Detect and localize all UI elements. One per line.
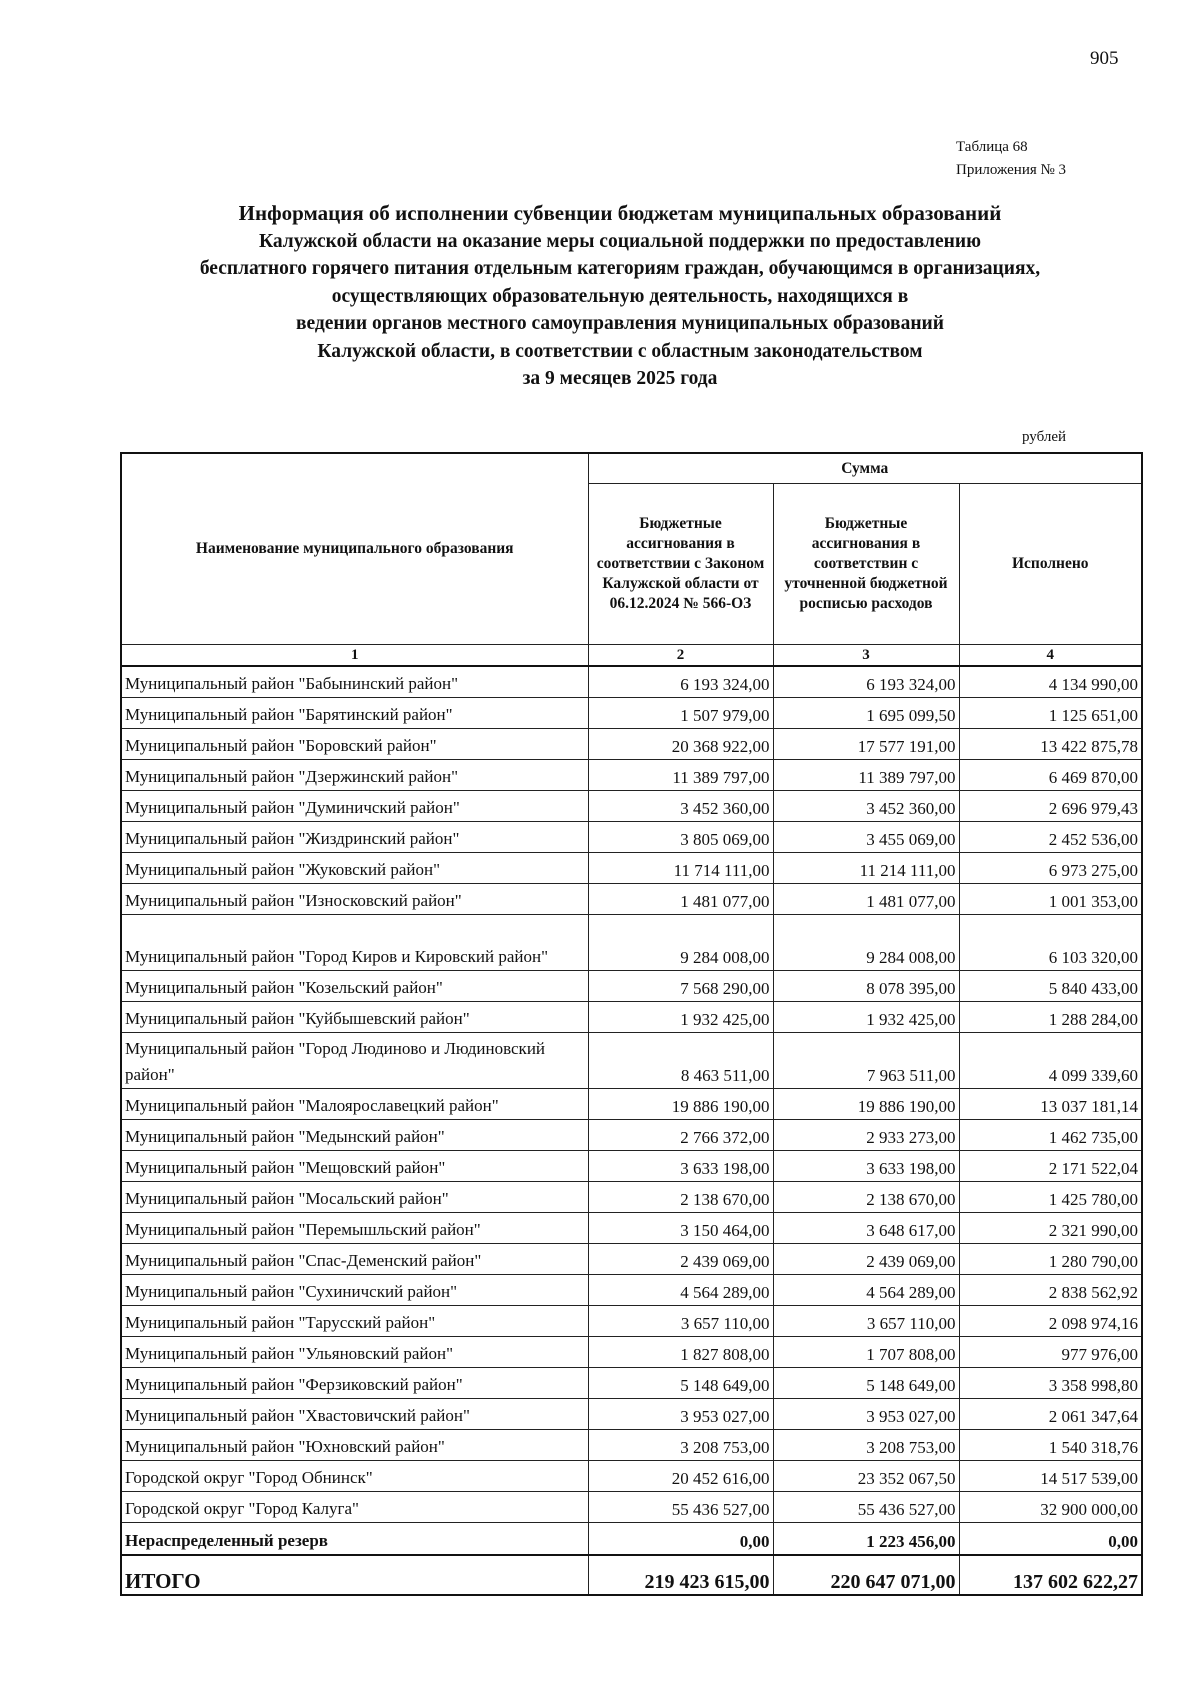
municipality-name: Муниципальный район "Козельский район": [121, 971, 588, 1002]
table-row: [121, 971, 1142, 1002]
refined-allocation: 1 932 425,00: [773, 1002, 959, 1033]
refined-allocation: 23 352 067,50: [773, 1461, 959, 1492]
title-line: за 9 месяцев 2025 года: [522, 368, 718, 389]
law-allocation: 5 148 649,00: [588, 1368, 773, 1399]
table-row: [121, 698, 1142, 729]
refined-allocation: 6 193 324,00: [773, 666, 959, 698]
table-row: [121, 1120, 1142, 1151]
total-executed: 137 602 622,27: [959, 1555, 1142, 1595]
document-title: [120, 200, 1120, 393]
title-line: осуществляющих образовательную деятельность, находящихся в: [331, 285, 909, 307]
law-allocation: 6 193 324,00: [588, 666, 773, 698]
municipality-name: Муниципальный район "Жуковский район": [121, 853, 588, 884]
law-allocation: 7 568 290,00: [588, 971, 773, 1002]
executed-amount: 6 469 870,00: [959, 760, 1142, 791]
header-refined-allocations: Бюджетные ассигнования в соответствин с уточненной бюджетной росписью расходов: [773, 484, 959, 645]
total-refined-allocation: 220 647 071,00: [773, 1555, 959, 1595]
page-number: 905: [1090, 48, 1119, 69]
law-allocation: 4 564 289,00: [588, 1275, 773, 1306]
law-allocation: 1 507 979,00: [588, 698, 773, 729]
table-body: [121, 666, 1142, 1523]
refined-allocation: 2 138 670,00: [773, 1182, 959, 1213]
executed-amount: 4 099 339,60: [959, 1033, 1142, 1089]
refined-allocation: 1 707 808,00: [773, 1337, 959, 1368]
municipality-name: Муниципальный район "Сухиничский район": [121, 1275, 588, 1306]
executed-amount: 14 517 539,00: [959, 1461, 1142, 1492]
law-allocation: 11 389 797,00: [588, 760, 773, 791]
executed-amount: 2 171 522,04: [959, 1151, 1142, 1182]
law-allocation: 3 633 198,00: [588, 1151, 773, 1182]
executed-amount: 13 422 875,78: [959, 729, 1142, 760]
column-number: 3: [773, 645, 959, 667]
municipality-name: Муниципальный район "Спас-Деменский район": [121, 1244, 588, 1275]
table-row: [121, 1182, 1142, 1213]
refined-allocation: 5 148 649,00: [773, 1368, 959, 1399]
table-row: [121, 1033, 1142, 1089]
table-reference-line: Таблица 68: [956, 139, 1028, 155]
law-allocation: 3 150 464,00: [588, 1213, 773, 1244]
executed-amount: 6 973 275,00: [959, 853, 1142, 884]
executed-amount: 32 900 000,00: [959, 1492, 1142, 1523]
header-law-allocations: Бюджетные ассигнования в соответствии с Законом Калужской области от 06.12.2024 № 566-ОЗ: [588, 484, 773, 645]
executed-amount: 2 098 974,16: [959, 1306, 1142, 1337]
title-line: Калужской области, в соответствии с областным законодательством: [317, 340, 923, 362]
column-number: 1: [121, 645, 588, 667]
municipality-name: Муниципальный район "Хвастовичский район": [121, 1399, 588, 1430]
law-allocation: 3 452 360,00: [588, 791, 773, 822]
header-name: Наименование муниципального образования: [121, 453, 588, 645]
refined-allocation: 19 886 190,00: [773, 1089, 959, 1120]
executed-amount: 1 125 651,00: [959, 698, 1142, 729]
table-reference: [956, 136, 1066, 182]
municipality-name: Муниципальный район "Юхновский район": [121, 1430, 588, 1461]
law-allocation: 3 953 027,00: [588, 1399, 773, 1430]
municipality-name: Муниципальный район "Мещовский район": [121, 1151, 588, 1182]
title-line: Калужской области на оказание меры социальной поддержки по предоставлению: [258, 230, 982, 252]
table-row: [121, 1430, 1142, 1461]
table-row: [121, 1306, 1142, 1337]
total-row: [121, 1555, 1142, 1595]
executed-amount: 13 037 181,14: [959, 1089, 1142, 1120]
table-row: [121, 1337, 1142, 1368]
column-number: 2: [588, 645, 773, 667]
subvention-table: [120, 452, 1143, 1596]
refined-allocation: 55 436 527,00: [773, 1492, 959, 1523]
law-allocation: 1 481 077,00: [588, 884, 773, 915]
title-line: ведении органов местного самоуправления муниципальных образований: [295, 313, 945, 334]
executed-amount: 1 280 790,00: [959, 1244, 1142, 1275]
executed-amount: 1 001 353,00: [959, 884, 1142, 915]
table-row: [121, 1399, 1142, 1430]
header-executed: Исполнено: [959, 484, 1142, 645]
law-allocation: 19 886 190,00: [588, 1089, 773, 1120]
refined-allocation: 17 577 191,00: [773, 729, 959, 760]
table-row: [121, 729, 1142, 760]
refined-allocation: 11 214 111,00: [773, 853, 959, 884]
law-allocation: 1 827 808,00: [588, 1337, 773, 1368]
municipality-name: Муниципальный район "Думиничский район": [121, 791, 588, 822]
executed-amount: 2 452 536,00: [959, 822, 1142, 853]
executed-amount: 2 061 347,64: [959, 1399, 1142, 1430]
column-number: 4: [959, 645, 1142, 667]
refined-allocation: 3 648 617,00: [773, 1213, 959, 1244]
municipality-name: Муниципальный район "Износковский район": [121, 884, 588, 915]
reserve-law-allocation: 0,00: [588, 1523, 773, 1556]
law-allocation: 20 368 922,00: [588, 729, 773, 760]
header-sum: Сумма: [588, 453, 1142, 484]
law-allocation: 55 436 527,00: [588, 1492, 773, 1523]
law-allocation: 8 463 511,00: [588, 1033, 773, 1089]
municipality-name: Муниципальный район "Ульяновский район": [121, 1337, 588, 1368]
municipality-name: Муниципальный район "Малоярославецкий район": [121, 1089, 588, 1120]
municipality-name: Муниципальный район "Бабынинский район": [121, 666, 588, 698]
table-row: [121, 1089, 1142, 1120]
executed-amount: 1 540 318,76: [959, 1430, 1142, 1461]
table-row: [121, 1368, 1142, 1399]
executed-amount: 4 134 990,00: [959, 666, 1142, 698]
refined-allocation: 3 452 360,00: [773, 791, 959, 822]
table-row: [121, 884, 1142, 915]
municipality-name: Муниципальный район "Перемышльский район": [121, 1213, 588, 1244]
title-line: Информация об исполнении субвенции бюджетам муниципальных образований: [238, 201, 1002, 225]
table-row: [121, 915, 1142, 971]
executed-amount: 2 321 990,00: [959, 1213, 1142, 1244]
refined-allocation: 3 455 069,00: [773, 822, 959, 853]
reserve-row: [121, 1523, 1142, 1556]
refined-allocation: 3 633 198,00: [773, 1151, 959, 1182]
table-row: [121, 1244, 1142, 1275]
table-row: [121, 666, 1142, 698]
executed-amount: 2 838 562,92: [959, 1275, 1142, 1306]
law-allocation: 3 657 110,00: [588, 1306, 773, 1337]
currency-unit: рублей: [1022, 429, 1067, 445]
law-allocation: 3 805 069,00: [588, 822, 773, 853]
law-allocation: 20 452 616,00: [588, 1461, 773, 1492]
table-reference-line: Приложения № 3: [956, 162, 1067, 178]
executed-amount: 6 103 320,00: [959, 915, 1142, 971]
refined-allocation: 1 481 077,00: [773, 884, 959, 915]
municipality-name: Муниципальный район "Город Киров и Кировский район": [121, 915, 588, 971]
municipality-name: Муниципальный район "Куйбышевский район": [121, 1002, 588, 1033]
law-allocation: 2 138 670,00: [588, 1182, 773, 1213]
refined-allocation: 4 564 289,00: [773, 1275, 959, 1306]
executed-amount: 977 976,00: [959, 1337, 1142, 1368]
total-law-allocation: 219 423 615,00: [588, 1555, 773, 1595]
municipality-name: Городской округ "Город Калуга": [121, 1492, 588, 1523]
law-allocation: 2 766 372,00: [588, 1120, 773, 1151]
municipality-name: Муниципальный район "Город Людиново и Людиновский район": [121, 1033, 588, 1089]
municipality-name: Муниципальный район "Мосальский район": [121, 1182, 588, 1213]
table-row: [121, 1151, 1142, 1182]
municipality-name: Муниципальный район "Медынский район": [121, 1120, 588, 1151]
municipality-name: Муниципальный район "Жиздринский район": [121, 822, 588, 853]
refined-allocation: 3 208 753,00: [773, 1430, 959, 1461]
table-row: [121, 1275, 1142, 1306]
municipality-name: Муниципальный район "Тарусский район": [121, 1306, 588, 1337]
reserve-name: Нераспределенный резерв: [121, 1523, 588, 1556]
executed-amount: 5 840 433,00: [959, 971, 1142, 1002]
executed-amount: 2 696 979,43: [959, 791, 1142, 822]
table-row: [121, 760, 1142, 791]
table-row: [121, 822, 1142, 853]
law-allocation: 11 714 111,00: [588, 853, 773, 884]
reserve-executed: 0,00: [959, 1523, 1142, 1556]
reserve-refined-allocation: 1 223 456,00: [773, 1523, 959, 1556]
refined-allocation: 3 657 110,00: [773, 1306, 959, 1337]
table-row: [121, 791, 1142, 822]
municipality-name: Городской округ "Город Обнинск": [121, 1461, 588, 1492]
refined-allocation: 1 695 099,50: [773, 698, 959, 729]
executed-amount: 1 462 735,00: [959, 1120, 1142, 1151]
total-name: ИТОГО: [121, 1555, 588, 1595]
executed-amount: 1 425 780,00: [959, 1182, 1142, 1213]
executed-amount: 1 288 284,00: [959, 1002, 1142, 1033]
table-row: [121, 1492, 1142, 1523]
executed-amount: 3 358 998,80: [959, 1368, 1142, 1399]
table-row: [121, 853, 1142, 884]
municipality-name: Муниципальный район "Барятинский район": [121, 698, 588, 729]
table-row: [121, 1461, 1142, 1492]
refined-allocation: 8 078 395,00: [773, 971, 959, 1002]
law-allocation: 9 284 008,00: [588, 915, 773, 971]
municipality-name: Муниципальный район "Дзержинский район": [121, 760, 588, 791]
law-allocation: 3 208 753,00: [588, 1430, 773, 1461]
law-allocation: 1 932 425,00: [588, 1002, 773, 1033]
refined-allocation: 9 284 008,00: [773, 915, 959, 971]
table-row: [121, 1213, 1142, 1244]
refined-allocation: 11 389 797,00: [773, 760, 959, 791]
refined-allocation: 7 963 511,00: [773, 1033, 959, 1089]
table-row: [121, 1002, 1142, 1033]
refined-allocation: 2 439 069,00: [773, 1244, 959, 1275]
municipality-name: Муниципальный район "Боровский район": [121, 729, 588, 760]
law-allocation: 2 439 069,00: [588, 1244, 773, 1275]
refined-allocation: 2 933 273,00: [773, 1120, 959, 1151]
title-line: бесплатного горячего питания отдельным категориям граждан, обучающимся в организациях,: [199, 258, 1041, 279]
municipality-name: Муниципальный район "Ферзиковский район": [121, 1368, 588, 1399]
refined-allocation: 3 953 027,00: [773, 1399, 959, 1430]
